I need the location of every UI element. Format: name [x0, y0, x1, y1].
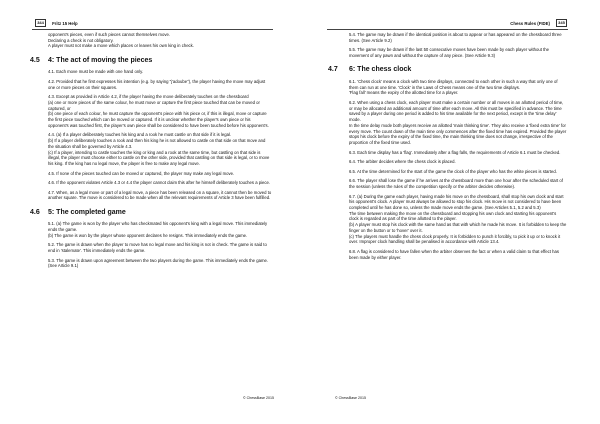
- paragraph: 4.1. Each move must be made with one hand only.: [48, 69, 144, 75]
- paragraph: 5.1. (a) The game is won by the player who has checkmated his opponent's king with a legal move. This immediately ends the game.: [48, 221, 268, 233]
- section-number: 4.6: [30, 208, 40, 216]
- page-content: [328, 32, 567, 264]
- running-title: Fritz 15 Help: [52, 21, 78, 26]
- paragraph: The time between making the move on the chessboard and stopping his own clock and starting his opponent's clock is regarded as part of the time allotted to the player.: [349, 210, 557, 222]
- paragraph: (b) A player must stop his clock with the same hand as that with which he made his move. It is forbidden to keep the finger on the button or to 'hover' over it.: [349, 222, 567, 233]
- paragraph: (c) If a player, intending to castle touches the king or king and a rook at the same time, but castling on that side is illegal, the player must choose either to castle on the other side, provided that castling on that side is legal, or to move his king. If the king has no legal move, the player is free to make any legal move.: [48, 149, 270, 166]
- section-title: 4: The act of moving the pieces: [48, 56, 153, 64]
- section-number: 4.5: [30, 56, 40, 64]
- section-heading: [328, 65, 567, 74]
- paragraph: 6.6. The player shall lose the game if he arrives at the chessboard more than one hour after the scheduled start of the session (unless the rules of the competition specify or the arbiter decides otherwise).: [349, 178, 563, 189]
- paragraph: (b) one piece of each colour, he must capture the opponent's piece with his piece or, if this is illegal, move or capture the first piece touched which can be moved or captured. If it is unclear whether the player's own piece or his opponent's was touched first, the player's own piece shall be considered to have been touched before his opponent's.: [48, 111, 269, 128]
- paragraph: (c) The players must handle the chess clock properly. It is forbidden to punch it forcibly, to pick it up or to knock it over. Improper clock handling shall be penalised in accordance with Article 13.4.: [349, 233, 561, 245]
- paragraph: 'Flag fall' means the expiry of the allotted time for a player.: [349, 90, 459, 96]
- paragraph: 6.8. A flag is considered to have fallen when the arbiter observes the fact or when a valid claim to that effect has been made by either player.: [349, 248, 559, 260]
- section-title: 6: The chess clock: [349, 66, 412, 74]
- paragraph: 6.7. (a) During the game each player, having made his move on the chessboard, shall stop his own clock and start his opponent's clock. A player must always be allowed to stop his clock. His move is not considered to have been completed until he has done so, unless the made move ends the game. (See Articles 5.1, 5.2 and 5.3): [349, 193, 564, 210]
- paragraph: 4.2. Provided that he first expresses his intention (e.g. by saying "j'adoube"), the player having the move may adjust one or more pieces on their squares.: [48, 79, 266, 90]
- paragraph: 4.5. If none of the pieces touched can be moved or captured, the player may make any legal move.: [48, 170, 235, 176]
- page-number: 345: [556, 19, 567, 27]
- page-footer: © ChessBase 2015: [242, 396, 274, 400]
- paragraph: A player must not make a move which places or leaves his own king in check.: [48, 43, 194, 49]
- paragraph: 6.4. The arbiter decides where the chess clock is placed.: [349, 159, 456, 165]
- paragraph: 5.4. The game may be drawn if the identical position is about to appear or has appeared on the chessboard three times. (See Article 9.2): [349, 32, 562, 43]
- paragraph: 6.3. Each time display has a 'flag'. Immediately after a flag falls, the requirements of Article 6.1 must be checked.: [349, 149, 561, 155]
- section-heading: [30, 56, 272, 65]
- page-footer: © ChessBase 2015: [335, 396, 367, 400]
- paragraph: (b) If a player deliberately touches a rook and then his king he is not allowed to castle on that side on that move and the situation shall be governed by Article 4.3.: [48, 138, 266, 149]
- paragraph: 4.4. (a) If a player deliberately touches his king and a rook he must castle on that side if it is legal.: [48, 132, 232, 138]
- running-title: Chess Rules (FIDE): [510, 21, 550, 26]
- paragraph: In the time delay mode both players receive an allotted 'main thinking time'. They also receive a 'fixed extra time' for every move. The count down of the main time only commences after the fixed time has expired. Provided the player stops his clock before the expiry of the fixed time, the main thinking time does not change, irrespective of the proportion of the fixed time used.: [349, 122, 567, 145]
- header-rule: [327, 29, 568, 30]
- page-number: 344: [35, 19, 46, 27]
- paragraph: 5.3. The game is drawn upon agreement between the two players during the game. This immediately ends the game. (See Article 9.1): [48, 257, 269, 269]
- paragraph: 6.2. When using a chess clock, each player must make a certain number or all moves in an allotted period of time, or may be allocated an additional amount of time after each move. All this must be specified in advance. The time saved by a player during one period is added to his time available for the next period, except in the 'time delay' mode.: [349, 100, 564, 123]
- page-header: [510, 19, 567, 28]
- right-page: [300, 0, 600, 424]
- paragraph: opponent's pieces, even if such pieces cannot themselves move.: [48, 32, 171, 37]
- paragraph: (a) one or more pieces of the same colour, he must move or capture the first piece touched that can be moved or captured, or: [48, 100, 260, 111]
- section-title: 5: The completed game: [48, 208, 126, 216]
- paragraph: 4.3. Except as provided in Article 4.2, if the player having the move deliberately touches on the chessboard: [48, 94, 249, 100]
- page-content: [30, 32, 272, 273]
- paragraph: 4.7. When, as a legal move or part of a legal move, a piece has been released on a square, it cannot then be moved to another square. The move is considered to be made when all the relevant requirements of Article 3 have been fulfilled.: [48, 189, 272, 201]
- header-rule: [32, 29, 273, 30]
- paragraph: 5.5. The game may be drawn if the last 50 consecutive moves have been made by each player without the movement of any pawn and without the capture of any piece. (See Article 9.3): [349, 47, 550, 58]
- paragraph: 6.1. 'Chess clock' means a clock with two time displays, connected to each other in such a way that only one of them can run at one time. 'Clock' in the Laws of Chess means one of the two time displays.: [349, 79, 558, 90]
- paragraph: 5.2. The game is drawn when the player to move has no legal move and his king is not in check. The game is said to end in 'stalemate'. This immediately ends the game.: [48, 242, 267, 254]
- paragraph: 6.5. At the time determined for the start of the game the clock of the player who has the white pieces is started.: [349, 168, 557, 174]
- section-number: 4.7: [328, 66, 338, 74]
- paragraph: 4.6. If the opponent violates Article 4.3 or 4.4 the player cannot claim this after he himself deliberately touches a piece.: [48, 180, 271, 186]
- paragraph: Declaring a check is not obligatory.: [48, 37, 114, 43]
- paragraph: (b) The game is won by the player whose opponent declares he resigns. This immediately ends the game.: [48, 232, 248, 238]
- section-heading: [30, 208, 272, 217]
- page-header: [35, 19, 78, 28]
